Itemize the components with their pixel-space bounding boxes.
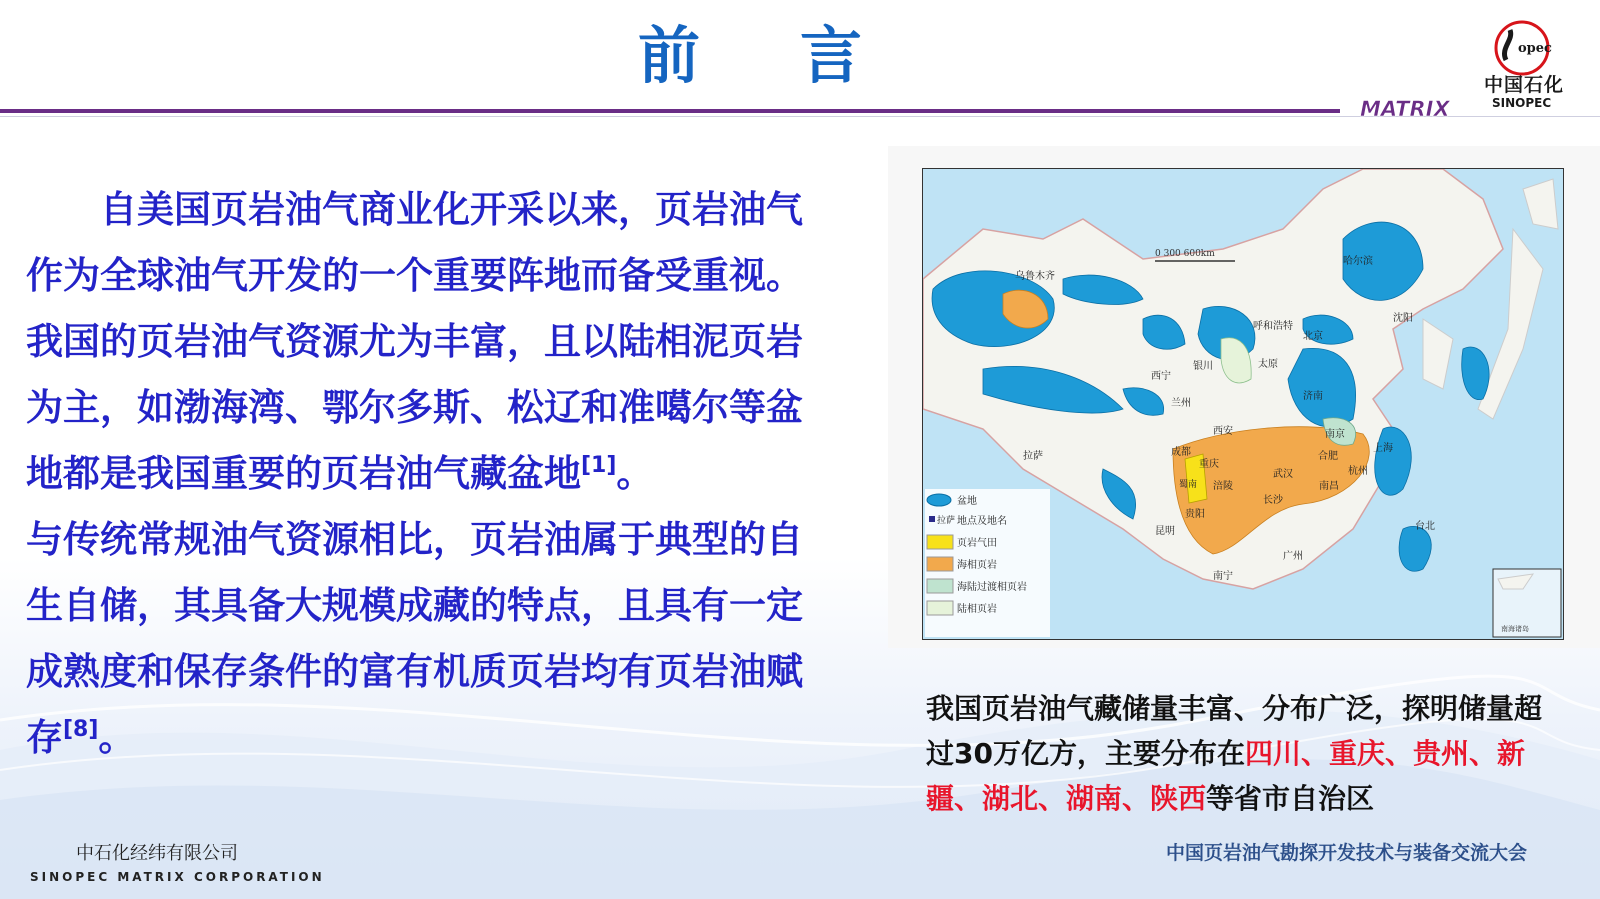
svg-text:海陆过渡相页岩: 海陆过渡相页岩 [957, 582, 1027, 593]
reference-1[interactable]: [1] [581, 453, 617, 478]
svg-text:北京: 北京 [1303, 331, 1323, 342]
svg-text:南海诸岛: 南海诸岛 [1501, 625, 1529, 633]
svg-text:长沙: 长沙 [1263, 495, 1283, 506]
svg-text:西宁: 西宁 [1151, 371, 1171, 382]
svg-text:opec: opec [1518, 41, 1552, 56]
svg-text:兰州: 兰州 [1171, 398, 1191, 409]
svg-text:太原: 太原 [1258, 359, 1278, 370]
svg-text:银川: 银川 [1193, 361, 1213, 372]
matrix-logo [1358, 96, 1478, 120]
svg-text:武汉: 武汉 [1273, 469, 1293, 480]
svg-text:蜀南: 蜀南 [1179, 480, 1198, 490]
reference-8[interactable]: [8] [63, 717, 99, 742]
svg-text:台北: 台北 [1415, 521, 1435, 532]
svg-text:MATRIX: MATRIX [1360, 97, 1450, 120]
svg-text:拉萨: 拉萨 [937, 516, 956, 526]
sinopec-logo [1476, 20, 1586, 116]
main-text [26, 177, 836, 771]
caption-text-end: 等省市自治区 [1206, 782, 1375, 815]
svg-text:杭州: 杭州 [1348, 466, 1368, 477]
svg-text:广州: 广州 [1283, 551, 1303, 562]
paragraph-2 [26, 507, 836, 771]
footer-conference-name: 中国页岩油气勘探开发技术与装备交流大会 [1166, 842, 1528, 864]
south-china-sea-inset [1493, 569, 1561, 637]
svg-text:涪陵: 涪陵 [1213, 481, 1233, 492]
svg-text:盆地: 盆地 [957, 496, 977, 507]
paragraph-2-end: 。 [98, 716, 136, 759]
caption-highlight-regions: 四川、重庆、贵州、新疆、湖北、湖南、陕西 [926, 737, 1525, 815]
china-map-image [923, 169, 1563, 639]
svg-text:呼和浩特: 呼和浩特 [1253, 321, 1293, 332]
map-caption [926, 686, 1562, 821]
svg-text:上海: 上海 [1373, 443, 1393, 454]
sinopec-logo-cn: 中国石化 [1484, 74, 1565, 96]
page-title: 前言 [637, 19, 962, 92]
shale-distribution-map [922, 168, 1564, 640]
svg-text:合肥: 合肥 [1318, 451, 1338, 462]
svg-text:沈阳: 沈阳 [1393, 313, 1413, 324]
paragraph-1-text: 自美国页岩油气商业化开采以来，页岩油气作为全球油气开发的一个重要阵地而备受重视。我国的页岩油气资源尤为丰富，且以陆相泥页岩为主，如渤海湾、鄂尔多斯、松辽和准噶尔等盆地都是我国重要的页岩油气藏盆地 [26, 188, 803, 495]
svg-text:重庆: 重庆 [1199, 459, 1219, 470]
sinopec-logo-en: SINOPEC [1492, 96, 1552, 110]
svg-text:哈尔滨: 哈尔滨 [1343, 256, 1373, 267]
footer-company-en: SINOPEC MATRIX CORPORATION [30, 870, 325, 884]
footer-company-cn: 中石化经纬有限公司 [76, 843, 238, 864]
svg-text:陆相页岩: 陆相页岩 [957, 604, 997, 615]
svg-text:昆明: 昆明 [1155, 526, 1175, 537]
paragraph-2-text: 与传统常规油气资源相比，页岩油属于典型的自生自储，其具备大规模成藏的特点，且具有一定成熟度和保存条件的富有机质页岩均有页岩油赋存 [26, 518, 803, 759]
header-divider [0, 109, 1340, 113]
svg-text:乌鲁木齐: 乌鲁木齐 [1015, 271, 1055, 282]
svg-text:南昌: 南昌 [1319, 481, 1339, 492]
svg-text:拉萨: 拉萨 [1023, 451, 1043, 462]
svg-text:济南: 济南 [1303, 391, 1323, 402]
svg-text:成都: 成都 [1171, 447, 1191, 458]
paragraph-1 [26, 177, 836, 507]
svg-text:南京: 南京 [1325, 429, 1345, 440]
svg-text:南宁: 南宁 [1213, 571, 1233, 582]
svg-text:地点及地名: 地点及地名 [957, 516, 1007, 527]
svg-text:0 300 600km: 0 300 600km [1155, 249, 1215, 259]
svg-text:西安: 西安 [1213, 426, 1233, 437]
svg-text:页岩气田: 页岩气田 [957, 538, 997, 549]
sinopec-emblem-icon [1476, 20, 1586, 76]
map-legend [925, 489, 1050, 637]
svg-text:海相页岩: 海相页岩 [957, 560, 997, 571]
svg-text:贵阳: 贵阳 [1185, 509, 1205, 520]
caption-text: 我国页岩油气藏储量丰富、分布广泛，探明储量超过30万亿方，主要分布在 [926, 692, 1543, 770]
paragraph-1-end: 。 [616, 452, 654, 495]
